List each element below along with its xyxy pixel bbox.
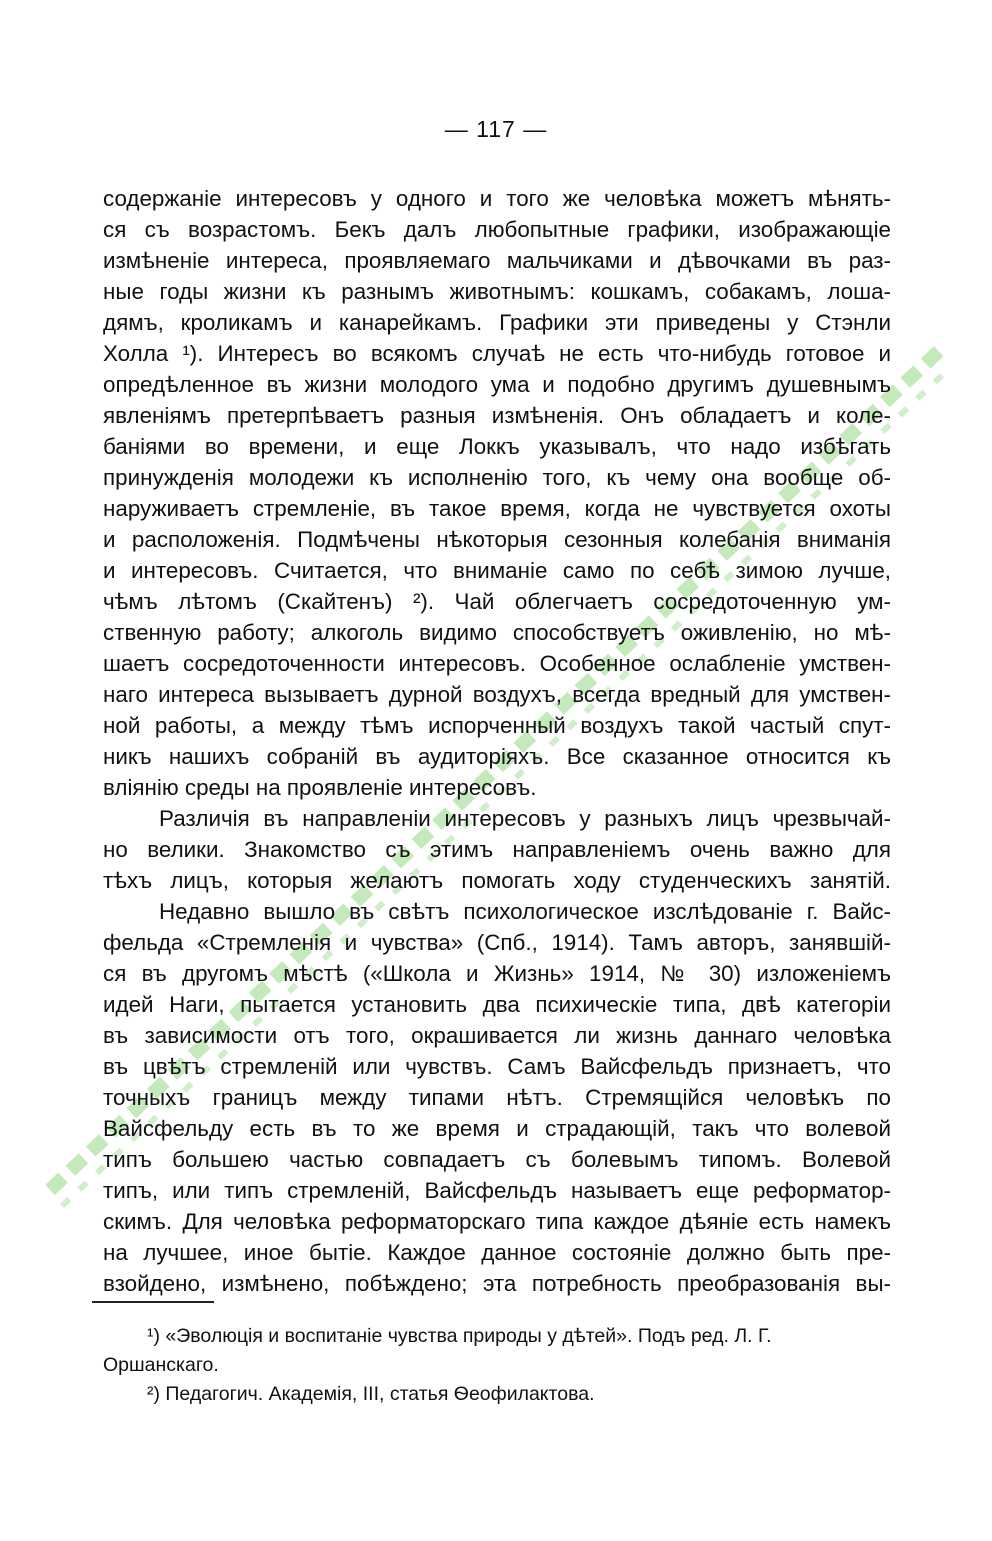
body-line: баніями во времени, и еще Локкъ указывалъ, что надо избѣгать <box>103 434 891 459</box>
body-line: скимъ. Для человѣка реформаторскаго типа каждое дѣяніе есть намекъ <box>103 1209 891 1234</box>
body-line: Холла ¹). Интересъ во всякомъ случаѣ не есть что-нибудь готовое и <box>103 341 891 366</box>
body-line-paragraph-end: вліянію среды на проявленіе интересовъ. <box>103 775 537 800</box>
body-line: фельда «Стремленія и чувства» (Спб., 1914). Тамъ авторъ, занявшій- <box>103 930 891 955</box>
body-line: идей Наги, пытается установить два психическіе типа, двѣ категоріи <box>103 992 891 1017</box>
body-line: принужденія молодежи къ исполненію того, къ чему она вообще об- <box>103 465 891 490</box>
body-line: и интересовъ. Считается, что вниманіе само по себѣ зимою лучше, <box>103 558 891 583</box>
footnote-2: ²) Педагогич. Академія, III, статья Ѳеофилактова. <box>147 1383 595 1405</box>
footnote-1: ¹) «Эволюція и воспитаніе чувства природы у дѣтей». Подъ ред. Л. Г. <box>147 1325 772 1347</box>
body-line: точныхъ границъ между типами нѣтъ. Стремящійся человѣкъ по <box>103 1085 891 1110</box>
body-line: взойдено, измѣнено, побѣждено; эта потребность преобразованія вы- <box>103 1271 891 1296</box>
footnote-separator <box>92 1301 214 1303</box>
body-line-paragraph-start: Различія въ направленіи интересовъ у разныхъ лицъ чрезвычай- <box>159 806 891 831</box>
body-text <box>103 183 891 1299</box>
body-line: ные годы жизни къ разнымъ животнымъ: кошкамъ, собакамъ, лоша- <box>103 279 891 304</box>
body-line: Вайсфельду есть въ то же время и страдающій, такъ что волевой <box>103 1116 891 1141</box>
body-line: типъ, или типъ стремленій, Вайсфельдъ называетъ еще реформатор- <box>103 1178 891 1203</box>
body-line: ся съ возрастомъ. Бекъ далъ любопытные графики, изображающіе <box>103 217 891 242</box>
body-line: въ цвѣтъ стремленій или чувствъ. Самъ Вайсфельдъ признаетъ, что <box>103 1054 891 1079</box>
page-number: — 117 — <box>444 116 548 142</box>
body-line: содержаніе интересовъ у одного и того же человѣка можетъ мѣнять- <box>103 186 891 211</box>
body-line: ся въ другомъ мѣстѣ («Школа и Жизнь» 1914, № 30) изложеніемъ <box>103 961 891 986</box>
body-line: никъ нашихъ собраній въ аудиторіяхъ. Все сказанное относится къ <box>103 744 891 769</box>
body-line: наго интереса вызываетъ дурной воздухъ, всегда вредный для умствен- <box>103 682 891 707</box>
body-line: въ зависимости отъ того, окрашивается ли жизнь даннаго человѣка <box>103 1023 891 1048</box>
body-line: чѣмъ лѣтомъ (Скайтенъ) ²). Чай облегчаетъ сосредоточенную ум- <box>103 589 891 614</box>
body-line: ной работы, а между тѣмъ испорченный воздухъ такой частый спут- <box>103 713 891 738</box>
body-line: типъ большею частью совпадаетъ съ болевымъ типомъ. Волевой <box>103 1147 891 1172</box>
footnote-1-continuation: Оршанскаго. <box>103 1354 219 1376</box>
body-line: и расположенія. Подмѣчены нѣкоторыя сезонныя колебанія вниманія <box>103 527 891 552</box>
body-line: измѣненіе интереса, проявляемаго мальчиками и дѣвочками въ раз- <box>103 248 891 273</box>
body-line-paragraph-start: Недавно вышло въ свѣтъ психологическое изслѣдованіе г. Вайс- <box>159 899 891 924</box>
body-line: дямъ, кроликамъ и канарейкамъ. Графики эти приведены у Стэнли <box>103 310 891 335</box>
body-line: наруживаетъ стремленіе, въ такое время, когда не чувствуется охоты <box>103 496 891 521</box>
body-line-paragraph-end: тѣхъ лицъ, которыя желаютъ помогать ходу студенческихъ занятій. <box>103 868 891 893</box>
body-line: ственную работу; алкоголь видимо способствуетъ оживленію, но мѣ- <box>103 620 891 645</box>
body-line: опредѣленное въ жизни молодого ума и подобно другимъ душевнымъ <box>103 372 891 397</box>
body-line: явленіямъ претерпѣваетъ разныя измѣненія. Онъ обладаетъ и коле- <box>103 403 891 428</box>
body-line: но велики. Знакомство съ этимъ направленіемъ очень важно для <box>103 837 891 862</box>
body-line: шаетъ сосредоточенности интересовъ. Особенное ослабленіе умствен- <box>103 651 891 676</box>
footnotes <box>103 1322 891 1409</box>
body-line: на лучшее, иное бытіе. Каждое данное состояніе должно быть пре- <box>103 1240 891 1265</box>
